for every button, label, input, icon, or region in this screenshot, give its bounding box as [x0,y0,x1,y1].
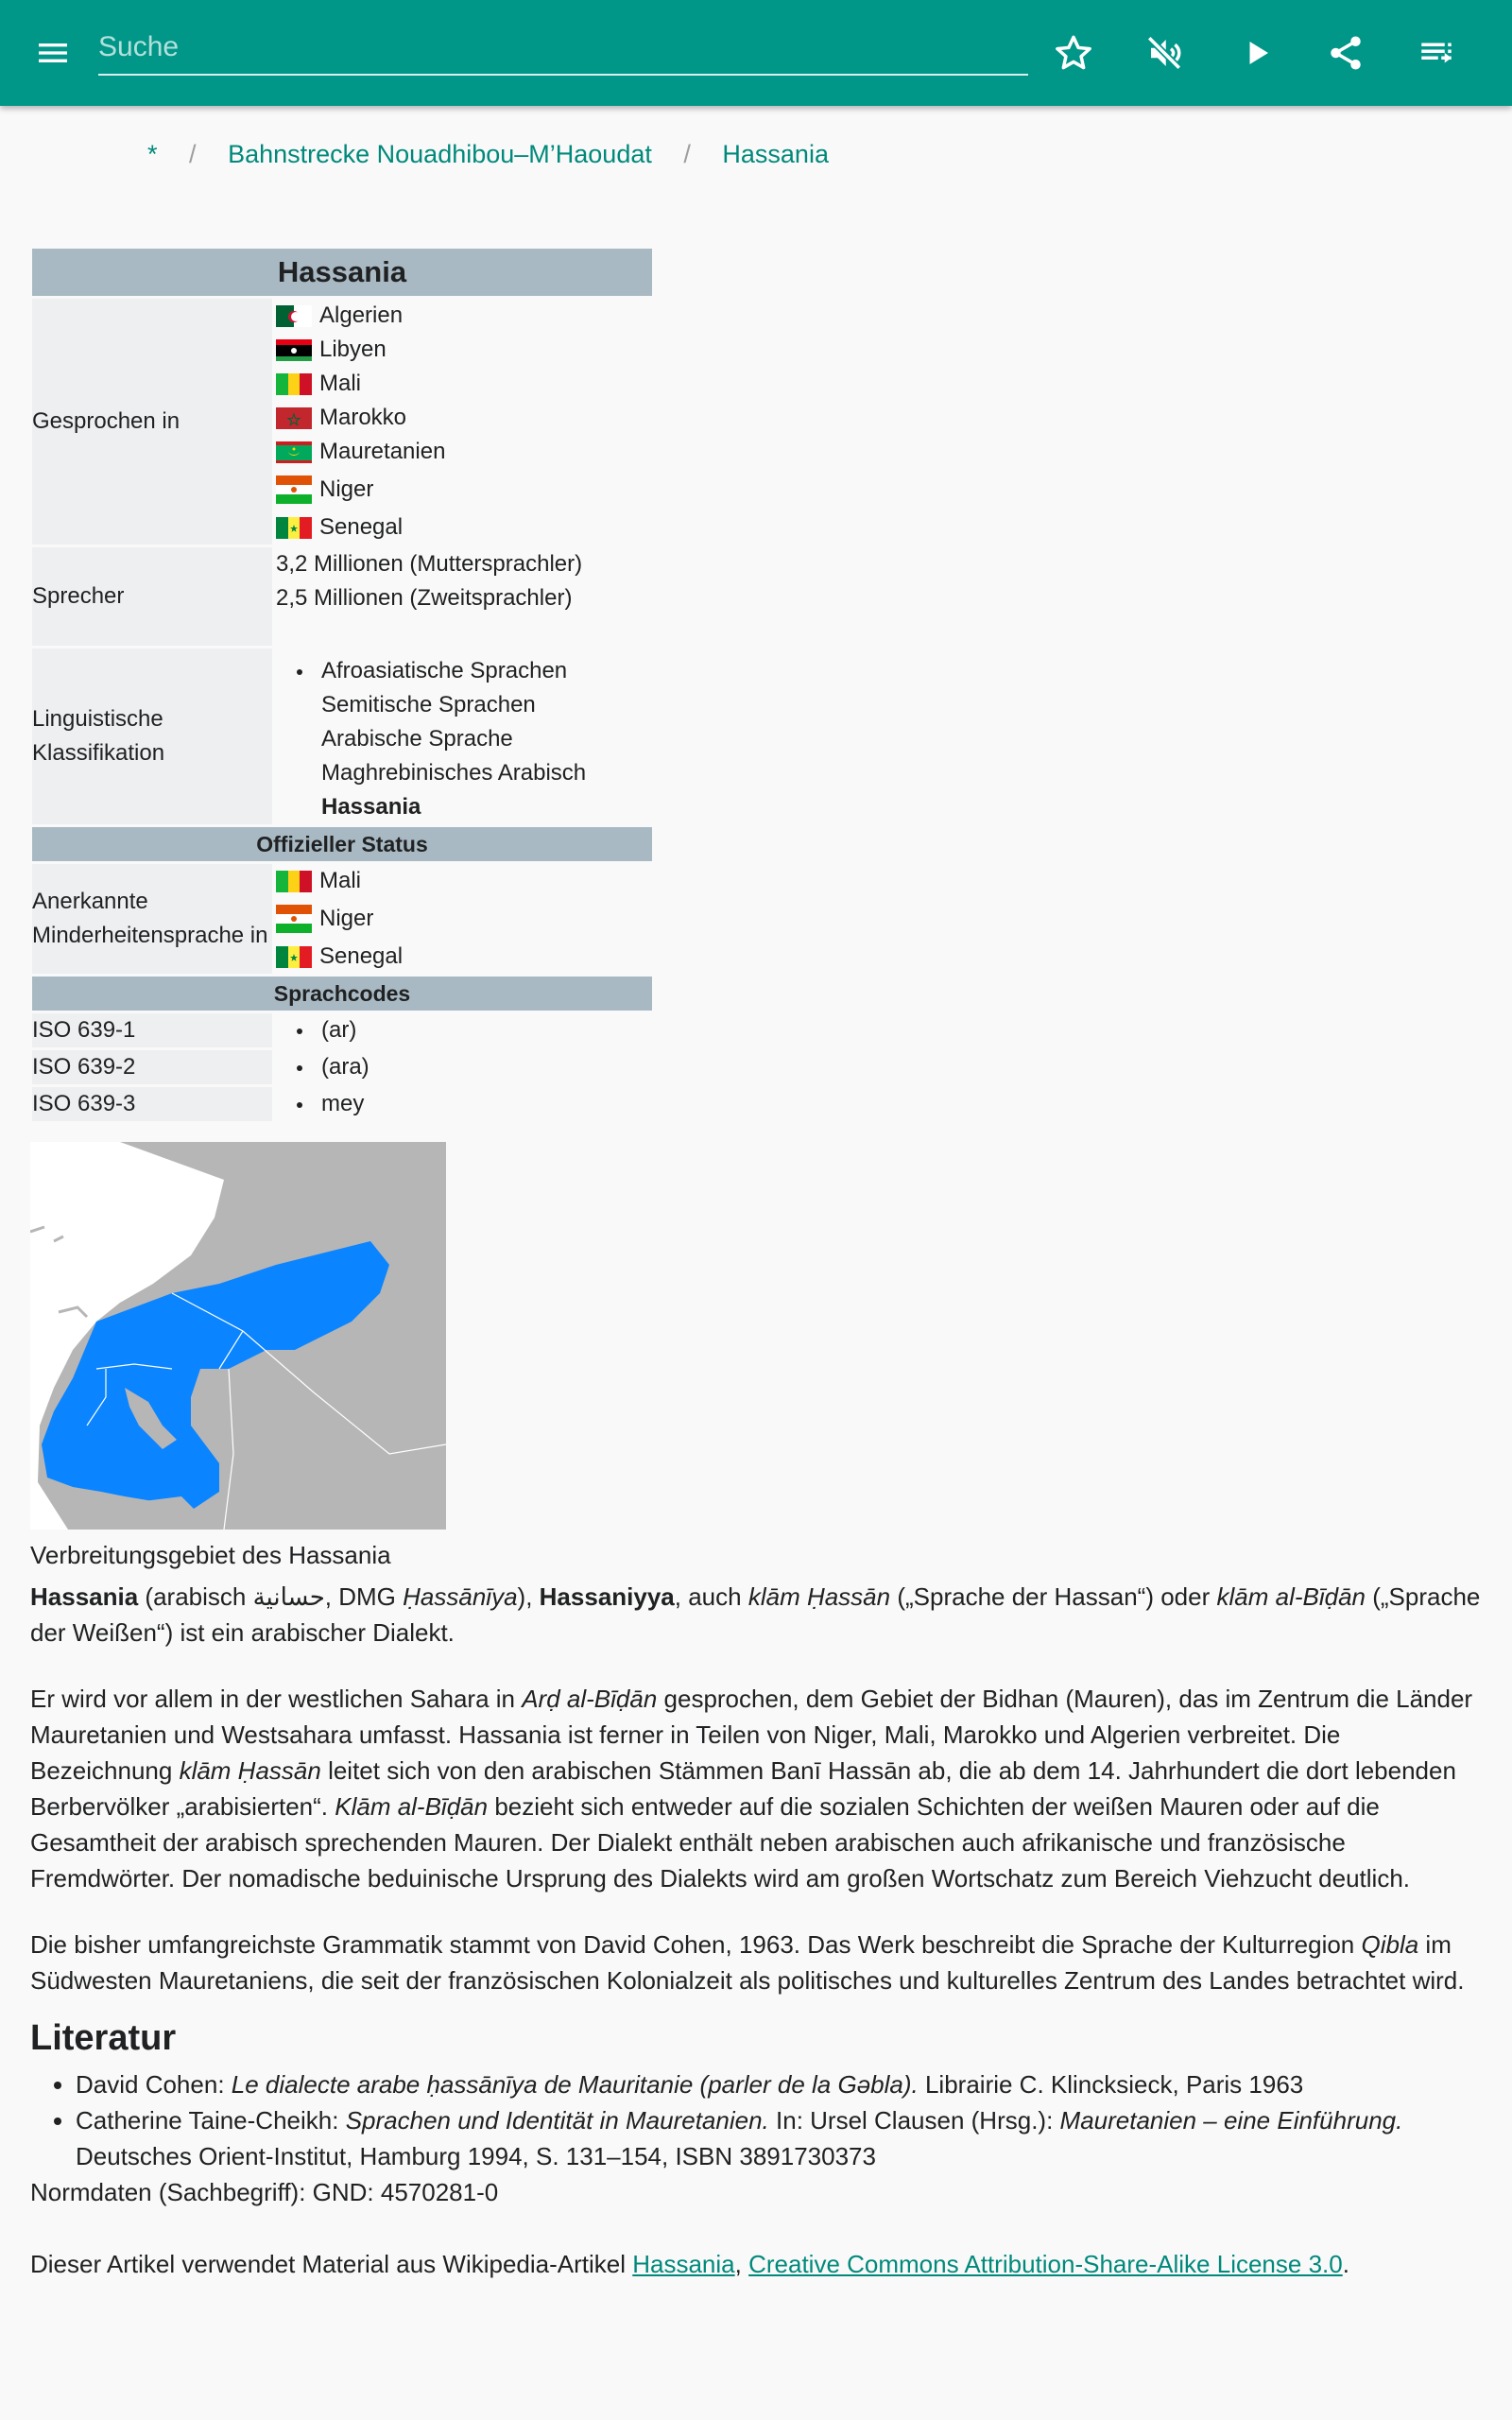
libya-flag-icon [276,338,312,361]
language-codes-header: Sprachcodes [32,977,652,1011]
article-body [30,1579,1486,2312]
breadcrumb-home[interactable]: * [147,140,158,168]
list-item: Hassania [321,794,421,820]
volume-off-icon[interactable] [1138,26,1191,79]
license-footer: Dieser Artikel verwendet Material aus Wikipedia-Artikel Hassania, Creative Commons Attribution-Share-Alike License 3.0. [30,2250,1349,2278]
body-paragraph: Er wird vor allem in der westlichen Sahara in Arḍ al-Bīḍān gesprochen, dem Gebiet der Bidhan (Mauren), das im Zentrum die Länder Mauretanien und Westsahara umfasst. Hassania ist ferner in Teilen von Niger, Mali, Marokko und Algerien verbreitet. Die Bezeichnung klām Ḥassān leitet sich von den arabischen Stämmen Banī Hassān ab, die ab dem 14. Jahrhundert die dort lebenden Berbervölker „arabisierten“. Klām al-Bīḍān bezieht sich entweder auf die sozialen Schichten der weißen Mauren oder auf die Gesamtheit der arabisch sprechenden Mauren. Der Dialekt enthält neben arabischen auch afrikanische und französische Fremdwörter. Der nomadische beduinische Ursprung des Dialekts wird am großen Wortschatz zum Bereich Viehzucht deutlich. [30,1685,1473,1893]
spoken-label: Gesprochen in [32,299,272,544]
senegal-flag-icon [276,945,312,968]
niger-flag-icon [276,905,312,933]
niger-flag-icon [276,475,312,504]
app-bar [0,0,1512,106]
iso-639-3-value: mey [272,1087,652,1121]
iso-639-2-label: ISO 639-2 [32,1050,272,1084]
minority-label: Anerkannte Minderheitensprache in [32,864,272,974]
breadcrumb-separator: / [189,140,197,168]
country-item: Marokko [276,401,652,435]
map-caption: Verbreitungsgebiet des Hassania [30,1541,391,1569]
classification-label: Linguistische Klassifikation [32,648,272,824]
intro-paragraph: Hassania (arabisch حسانية, DMG Ḥassānīya), Hassaniyya, auch klām Ḥassān („Sprache der Hassan“) oder klām al-Bīḍān („Sprache der Weißen“) ist ein arabischer Dialekt. [30,1582,1481,1647]
speakers-value: 3,2 Millionen (Muttersprachler) 2,5 Millionen (Zweitsprachler) [276,551,583,611]
list-item: Afroasiatische Sprachen [276,654,652,688]
list-item: Maghrebinisches Arabisch [321,760,587,786]
morocco-flag-icon [276,406,312,429]
spoken-list [272,299,652,544]
list-item: Semitische Sprachen [321,692,536,717]
literature-list [30,2066,1486,2174]
country-item: Mali [276,864,652,898]
classification-list [272,648,652,824]
iso-639-3-label: ISO 639-3 [32,1087,272,1121]
search-field[interactable] [98,21,1028,76]
breadcrumb [147,140,829,169]
iso-639-2-value: (ara) [272,1050,652,1084]
country-item: Algerien [276,299,652,333]
iso-639-1-value: (ar) [272,1013,652,1047]
body-paragraph: Die bisher umfangreichste Grammatik stammt von David Cohen, 1963. Das Werk beschreibt die Sprache der Kulturregion Qibla im Südwesten Mauretaniens, die seit der französischen Kolonialzeit als politisches und kulturelles Zentrum des Landes betrachtet wird. [30,1930,1465,1995]
minority-list [272,864,652,974]
breadcrumb-separator: / [683,140,691,168]
share-icon[interactable] [1319,26,1372,79]
senegal-flag-icon [276,516,312,539]
list-item: • David Cohen: Le dialecte arabe ḥassānīya de Mauritanie (parler de la Gəbla). Librairie C. Klincksieck, Paris 1963 [76,2066,1486,2102]
play-icon[interactable] [1230,26,1283,79]
country-item: Senegal [276,510,652,544]
mauritania-flag-icon [276,441,312,463]
source-article-link[interactable]: Hassania [632,2250,735,2278]
license-link[interactable]: Creative Commons Attribution-Share-Alike License 3.0 [748,2250,1343,2278]
mali-flag-icon [276,870,312,892]
country-item: Libyen [276,333,652,367]
algeria-flag-icon [276,304,312,327]
menu-icon[interactable] [26,26,79,79]
star-icon[interactable] [1047,26,1100,79]
search-input[interactable] [98,21,1028,74]
mali-flag-icon [276,372,312,395]
list-item: Arabische Sprache [321,726,513,752]
iso-639-1-label: ISO 639-1 [32,1013,272,1047]
official-status-header: Offizieller Status [32,827,652,861]
breadcrumb-item[interactable]: Bahnstrecke Nouadhibou–M’Haoudat [228,140,652,168]
list-item: • Catherine Taine-Cheikh: Sprachen und Identität in Mauretanien. In: Ursel Clausen (Hrsg.): Mauretanien – eine Einführung. Deutsches Orient-Institut, Hamburg 1994, S. 131–154, ISBN 3891730373 [76,2102,1486,2174]
literature-heading: Literatur [30,2018,177,2058]
country-item: Niger [276,469,652,510]
normdaten: Normdaten (Sachbegriff): GND: 4570281-0 [30,2178,499,2206]
country-item: Niger [276,898,652,940]
infobox-title: Hassania [32,249,652,296]
playlist-icon[interactable] [1410,26,1463,79]
distribution-map[interactable] [30,1142,446,1530]
country-item: Mauretanien [276,435,652,469]
speakers-label: Sprecher [32,547,272,646]
country-item: Mali [276,367,652,401]
breadcrumb-item[interactable]: Hassania [722,140,829,168]
country-item: Senegal [276,940,652,974]
infobox [32,246,652,1124]
